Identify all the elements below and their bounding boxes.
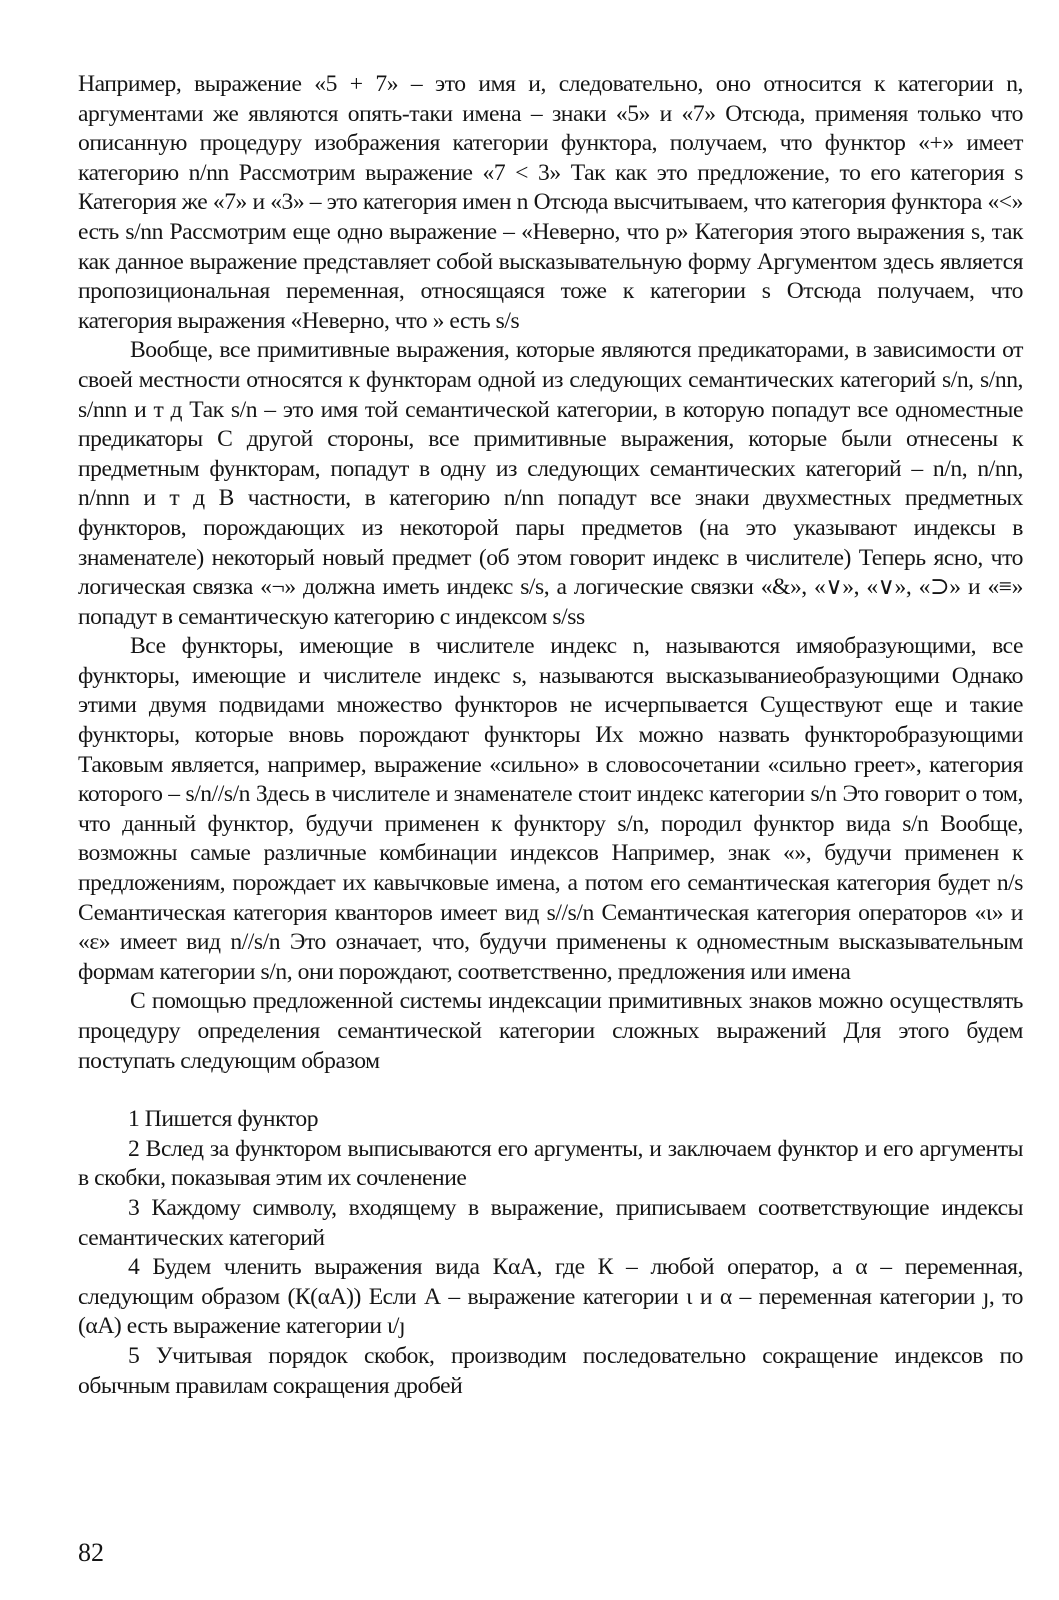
list-item-4: 4 Будем членить выражения вида КαА, где К – любой оператор, а α – переменная, следующим образом (К(αА)) Если А – выражение категории ι и α – переменная категории ȷ, то (αА) есть выражение категории ι/ȷ: [78, 1254, 1023, 1340]
paragraph-2: Вообще, все примитивные выражения, которые являются предикаторами, в зависимости от своей местности относятся к функторам одной из следующих семантических категорий s/n, s/nn, s/nnn и т д Так s/n – это имя той семантической категории, в которую попадут все одноместные предикаторы С другой стороны, все примитивные выражения, которые были отнесены к предметным функторам, попадут в одну из следующих семантических категорий – n/n, n/nn, n/nnn и т д В частности, в категорию n/nn попадут все знаки двухместных предметных функторов, порождающих из некоторой пары предметов (на это указывают индексы в знаменателе) некоторый новый предмет (об этом говорит индекс в числителе) Теперь ясно, что логическая связка «¬» должна иметь индекс s/s, а логические связки «&», «∨», «∨», «⊃» и «≡» попадут в семантическую категорию с индексом s/ss: [78, 337, 1023, 630]
procedure-list: [78, 1105, 1023, 1401]
paragraph-3: Все функторы, имеющие в числителе индекс n, называются имяобразующими, все функторы, имеющие и числителе индекс s, называются высказываниеобразующими Однако этими двумя подвидами множество функторов не исчерпывается Существуют еще и такие функторы, которые вновь порождают функторы Их можно назвать функторобразующими Таковым является, например, выражение «сильно» в словосочетании «сильно греет», категория которого – s/n//s/n Здесь в числителе и знаменателе стоит индекс категории s/n Это говорит о том, что данный функтор, будучи применен к функтору s/n, породил функтор вида s/n Вообще, возможны самые различные комбинации индексов Например, знак «», будучи применен к предложениям, порождает их кавычковые имена, а потом его семантическая категория будет n/s Семантическая категория кванторов имеет вид s//s/n Семантическая категория операторов «ι» и «ε» имеет вид n//s/n Это означает, что, будучи применены к одноместным высказывательным формам категории s/n, они порождают, соответственно, предложения или имена: [78, 633, 1023, 985]
page-number: 82: [78, 1538, 104, 1567]
paragraph-1: Например, выражение «5 + 7» – это имя и, следовательно, оно относится к категории n, аргументами же являются опять-таки имена – знаки «5» и «7» Отсюда, применяя только что описанную процедуру изображения категории функтора, получаем, что функтор «+» имеет категорию n/nn Рассмотрим выражение «7 < 3» Так как это предложение, то его категория s Категория же «7» и «3» – это категория имен n Отсюда высчитываем, что категория функтора «<» есть s/nn Рассмотрим еще одно выражение – «Неверно, что p» Категория этого выражения s, так как данное выражение представляет собой высказывательную форму Аргументом здесь является пропозициональная переменная, относящаяся тоже к категории s Отсюда получаем, что категория выражения «Неверно, что » есть s/s: [78, 71, 1023, 334]
paragraph-4: С помощью предложенной системы индексации примитивных знаков можно осуществлять процедуру определения семантической категории сложных выражений Для этого будем поступать следующим образом: [78, 988, 1023, 1074]
list-item-3: 3 Каждому символу, входящему в выражение, приписываем соответствующие индексы семантических категорий: [78, 1194, 1023, 1251]
page-body: [78, 70, 1023, 1401]
list-item-5: 5 Учитывая порядок скобок, производим последовательно сокращение индексов по обычным правилам сокращения дробей: [78, 1342, 1023, 1399]
list-item-1: 1 Пишется функтор: [128, 1106, 319, 1133]
list-item-2: 2 Вслед за функтором выписываются его аргументы, и заключаем функтор и его аргументы в скобки, показывая этим их сочленение: [78, 1135, 1023, 1192]
